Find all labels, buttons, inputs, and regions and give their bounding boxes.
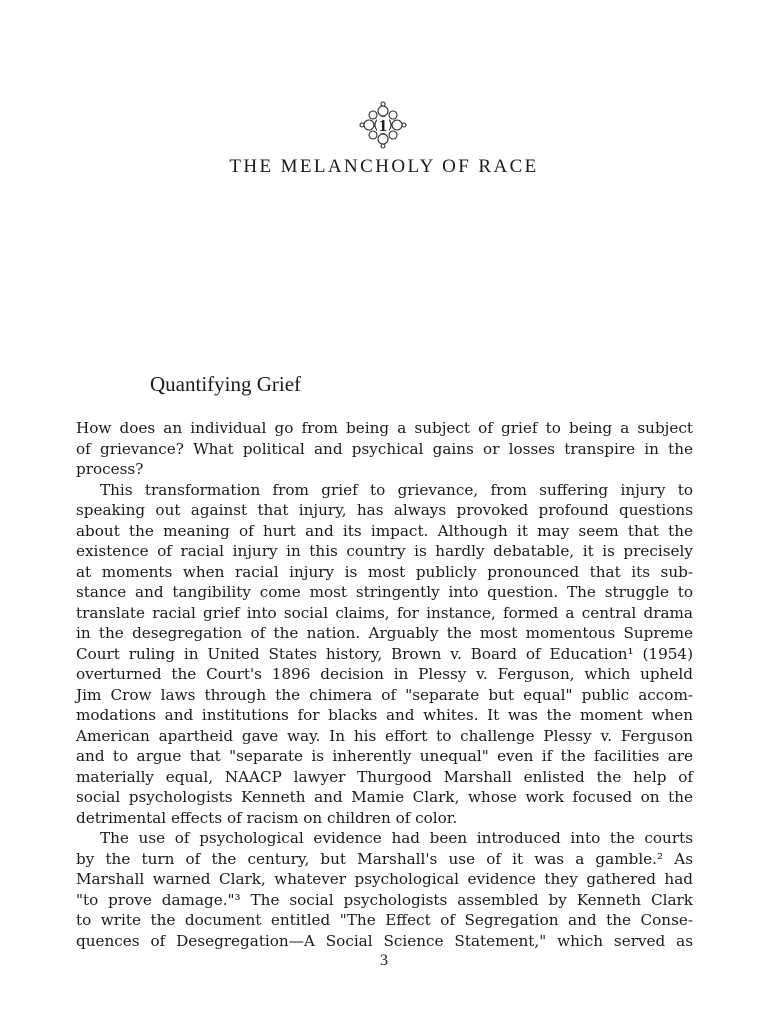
body-line: Marshall warned Clark, whatever psychological evidence they gathered had [76, 870, 693, 888]
body-line: of grievance? What political and psychical gains or losses transpire in the [76, 439, 693, 458]
body-line: Jim Crow laws through the chimera of "separate but equal" public accom- [76, 685, 693, 704]
body-line: about the meaning of hurt and its impact. Although it may seem that the [76, 521, 693, 540]
body-line: Court ruling in United States history, Brown v. Board of Education¹ (1954) [76, 644, 693, 663]
body-line: in the desegregation of the nation. Arguably the most momentous Supreme [76, 624, 693, 642]
body-text [76, 418, 693, 951]
body-line: by the turn of the century, but Marshall's use of it was a gamble.² As [76, 849, 693, 868]
body-line: materially equal, NAACP lawyer Thurgood Marshall enlisted the help of [76, 767, 693, 786]
body-line: quences of Desegregation—A Social Science Statement," which served as [76, 931, 693, 950]
page-number: 3 [380, 952, 388, 969]
body-line: to write the document entitled "The Effect of Segregation and the Conse- [76, 911, 693, 929]
body-line: process? [76, 460, 144, 478]
chapter-number: 1 [378, 116, 388, 135]
body-line: modations and institutions for blacks and whites. It was the moment when [76, 706, 693, 724]
body-line: translate racial grief into social claims, for instance, formed a central drama [76, 603, 693, 622]
body-line: American apartheid gave way. In his effort to challenge Plessy v. Ferguson [76, 726, 693, 745]
body-line: stance and tangibility come most stringently into question. The struggle to [76, 583, 693, 601]
body-line: How does an individual go from being a subject of grief to being a subject [76, 419, 693, 437]
body-line: social psychologists Kenneth and Mamie Clark, whose work focused on the [76, 788, 693, 806]
chapter-title: THE MELANCHOLY OF RACE [229, 156, 539, 177]
body-line: overturned the Court's 1896 decision in Plessy v. Ferguson, which upheld [76, 665, 693, 683]
body-line: existence of racial injury in this country is hardly debatable, it is precisely [76, 542, 693, 560]
body-line: The use of psychological evidence had been introduced into the courts [100, 829, 693, 847]
body-line: detrimental effects of racism on children of color. [76, 808, 458, 827]
section-heading: Quantifying Grief [150, 372, 302, 396]
body-line: and to argue that "separate is inherently unequal" even if the facilities are [76, 747, 693, 765]
chapter-ornament-icon [358, 100, 408, 150]
body-line: at moments when racial injury is most publicly pronounced that its sub- [76, 562, 693, 581]
body-line: This transformation from grief to grievance, from suffering injury to [100, 480, 693, 499]
body-line: "to prove damage."³ The social psychologists assembled by Kenneth Clark [76, 890, 693, 909]
body-line: speaking out against that injury, has always provoked profound questions [76, 501, 693, 519]
